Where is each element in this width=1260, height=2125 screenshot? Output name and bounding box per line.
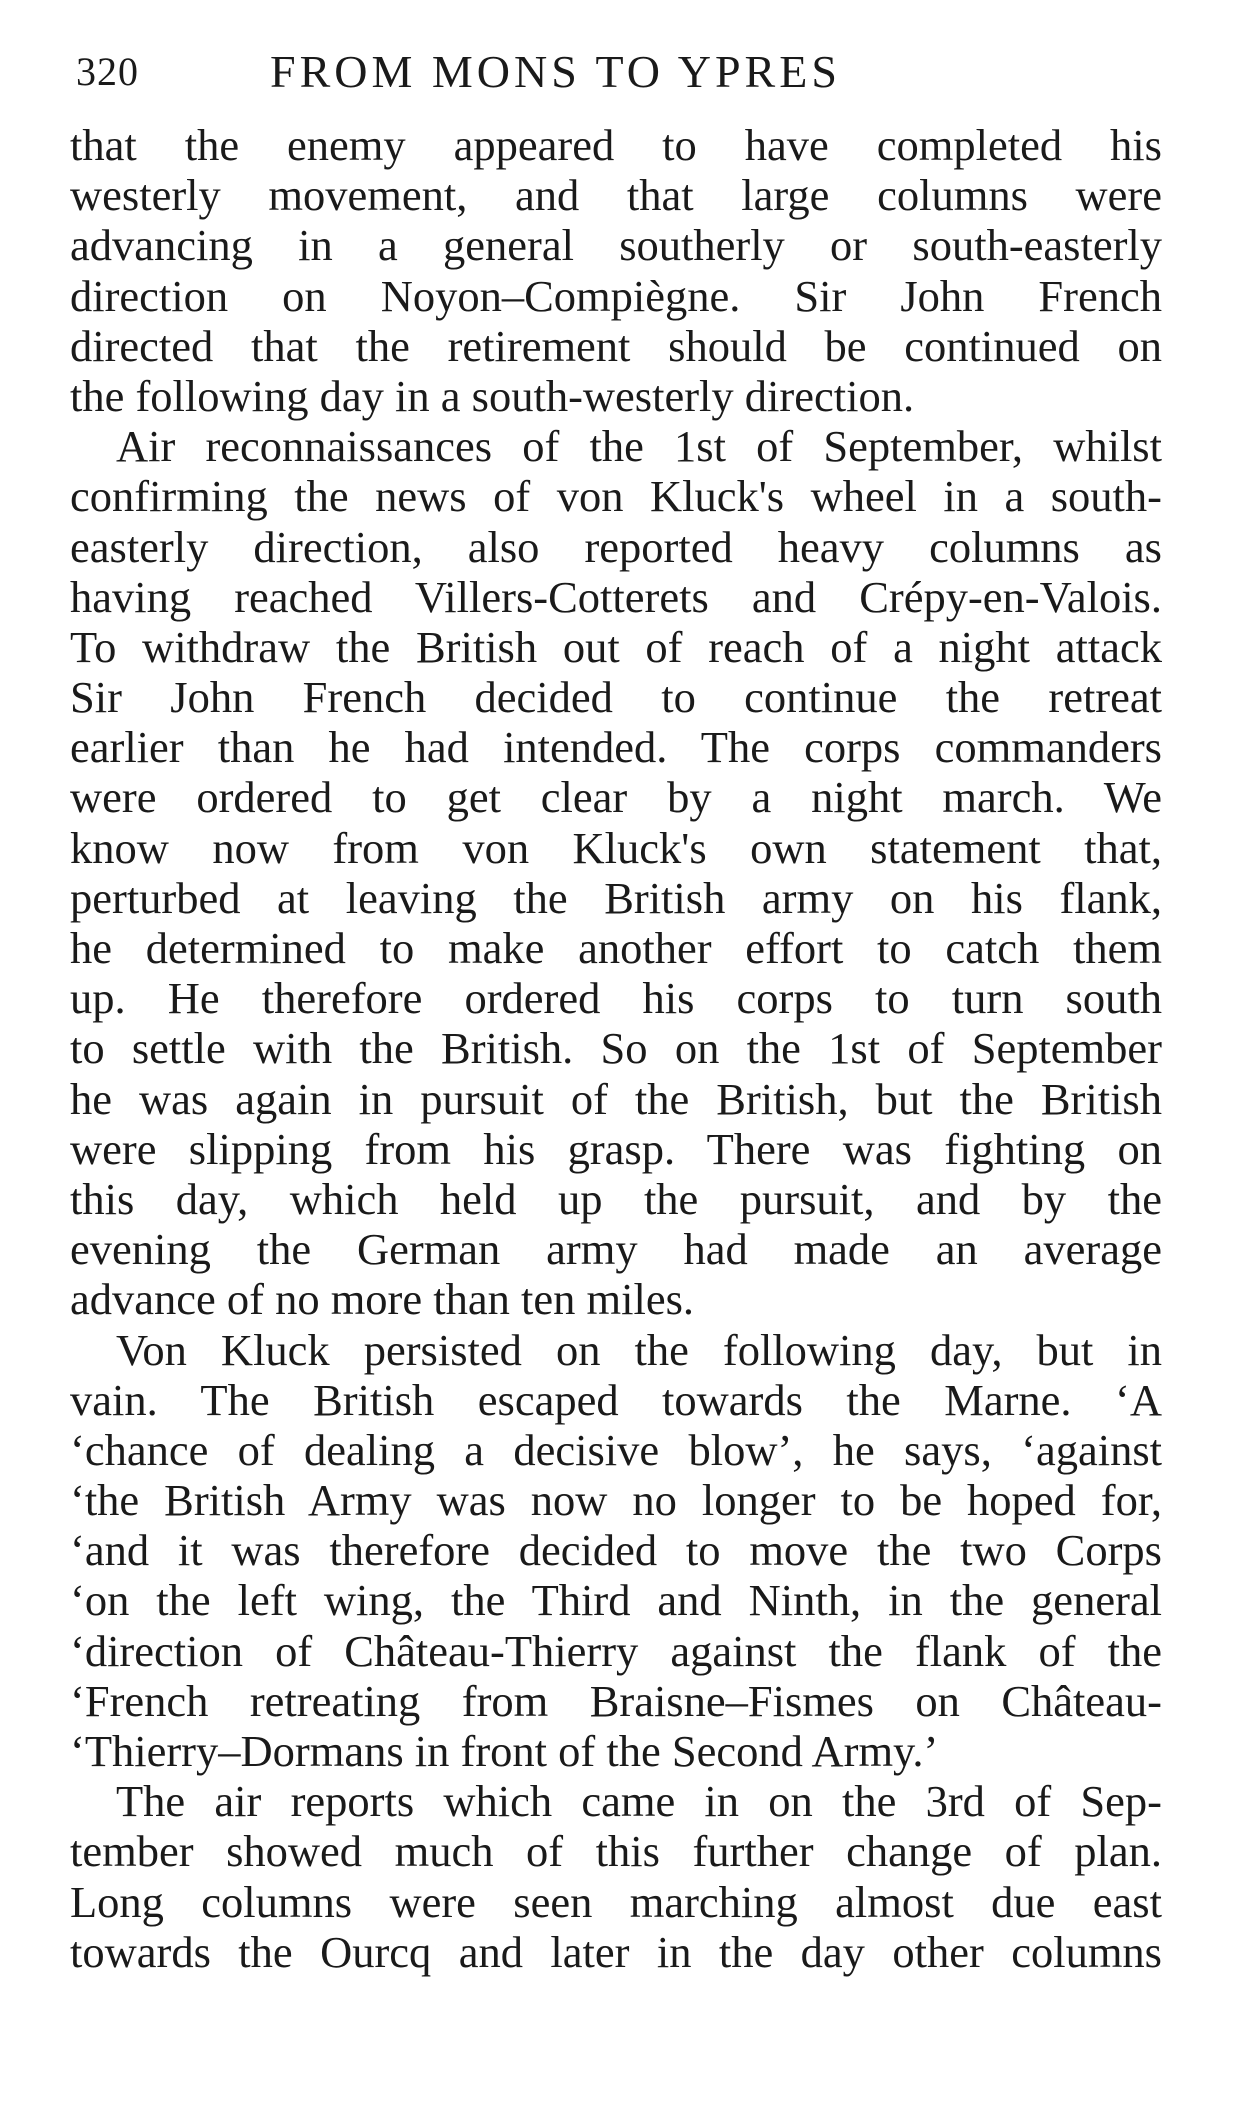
text-line: that the enemy appeared to have completed his — [70, 120, 1162, 170]
paragraph-3 — [70, 1325, 1162, 1777]
book-title: FROM MONS TO YPRES — [270, 46, 841, 97]
text-line: westerly movement, and that large columns were — [70, 170, 1162, 221]
text-line: ‘and it was therefore decided to move the two Corps — [70, 1525, 1162, 1576]
text-line: Air reconnaissances of the 1st of September, whilst — [116, 421, 1162, 472]
text-line: towards the Ourcq and later in the day other columns — [70, 1926, 1162, 1977]
text-line: Von Kluck persisted on the following day, but in — [116, 1324, 1162, 1375]
text-line: he determined to make another effort to catch them — [70, 923, 1162, 973]
text-line: ‘direction of Château-Thierry against the flank of the — [70, 1625, 1162, 1676]
text-line: ‘Thierry–Dormans in front of the Second Army.’ — [70, 1726, 939, 1776]
text-line: ‘on the left wing, the Third and Ninth, in the general — [70, 1575, 1162, 1626]
running-head — [70, 42, 1170, 102]
body-text — [70, 120, 1162, 1977]
text-line: easterly direction, also reported heavy columns as — [70, 521, 1162, 572]
text-line: advancing in a general southerly or south-easterly — [70, 220, 1162, 271]
paragraph-2 — [70, 421, 1162, 1324]
text-line: the following day in a south-westerly direction. — [70, 370, 915, 421]
text-line: to settle with the British. So on the 1st of September — [70, 1023, 1162, 1074]
text-line: he was again in pursuit of the British, but the British — [70, 1073, 1162, 1124]
text-line: Long columns were seen marching almost due east — [70, 1876, 1162, 1927]
text-line: were ordered to get clear by a night march. We — [70, 772, 1162, 823]
text-line: tember showed much of this further change of plan. — [70, 1826, 1162, 1877]
text-line: this day, which held up the pursuit, and by the — [70, 1173, 1162, 1224]
text-line: were slipping from his grasp. There was fighting on — [70, 1123, 1162, 1174]
page-number: 320 — [76, 49, 139, 94]
text-line: vain. The British escaped towards the Marne. ‘A — [70, 1374, 1162, 1425]
text-line: perturbed at leaving the British army on his flank, — [70, 872, 1162, 923]
text-line: directed that the retirement should be continued on — [70, 320, 1162, 371]
text-line: evening the German army had made an average — [70, 1224, 1162, 1275]
text-line: ‘the British Army was now no longer to be hoped for, — [70, 1475, 1162, 1526]
text-line: up. He therefore ordered his corps to turn south — [70, 973, 1162, 1024]
text-line: The air reports which came in on the 3rd of Sep- — [116, 1776, 1162, 1827]
text-line: earlier than he had intended. The corps commanders — [70, 722, 1162, 773]
text-line: direction on Noyon–Compiègne. Sir John French — [70, 270, 1162, 321]
text-line: ‘French retreating from Braisne–Fismes on Château- — [70, 1675, 1162, 1726]
paragraph-1 — [70, 120, 1162, 421]
text-line: ‘chance of dealing a decisive blow’, he says, ‘against — [70, 1424, 1162, 1475]
text-line: confirming the news of von Kluck's wheel in a south- — [70, 471, 1162, 522]
paragraph-4 — [70, 1776, 1162, 1977]
text-line: advance of no more than ten miles. — [70, 1274, 695, 1325]
text-line: having reached Villers-Cotterets and Crépy-en-Valois. — [70, 571, 1162, 622]
text-line: know now from von Kluck's own statement that, — [70, 822, 1162, 873]
text-line: To withdraw the British out of reach of a night attack — [70, 621, 1162, 672]
text-line: Sir John French decided to continue the retreat — [70, 672, 1162, 723]
